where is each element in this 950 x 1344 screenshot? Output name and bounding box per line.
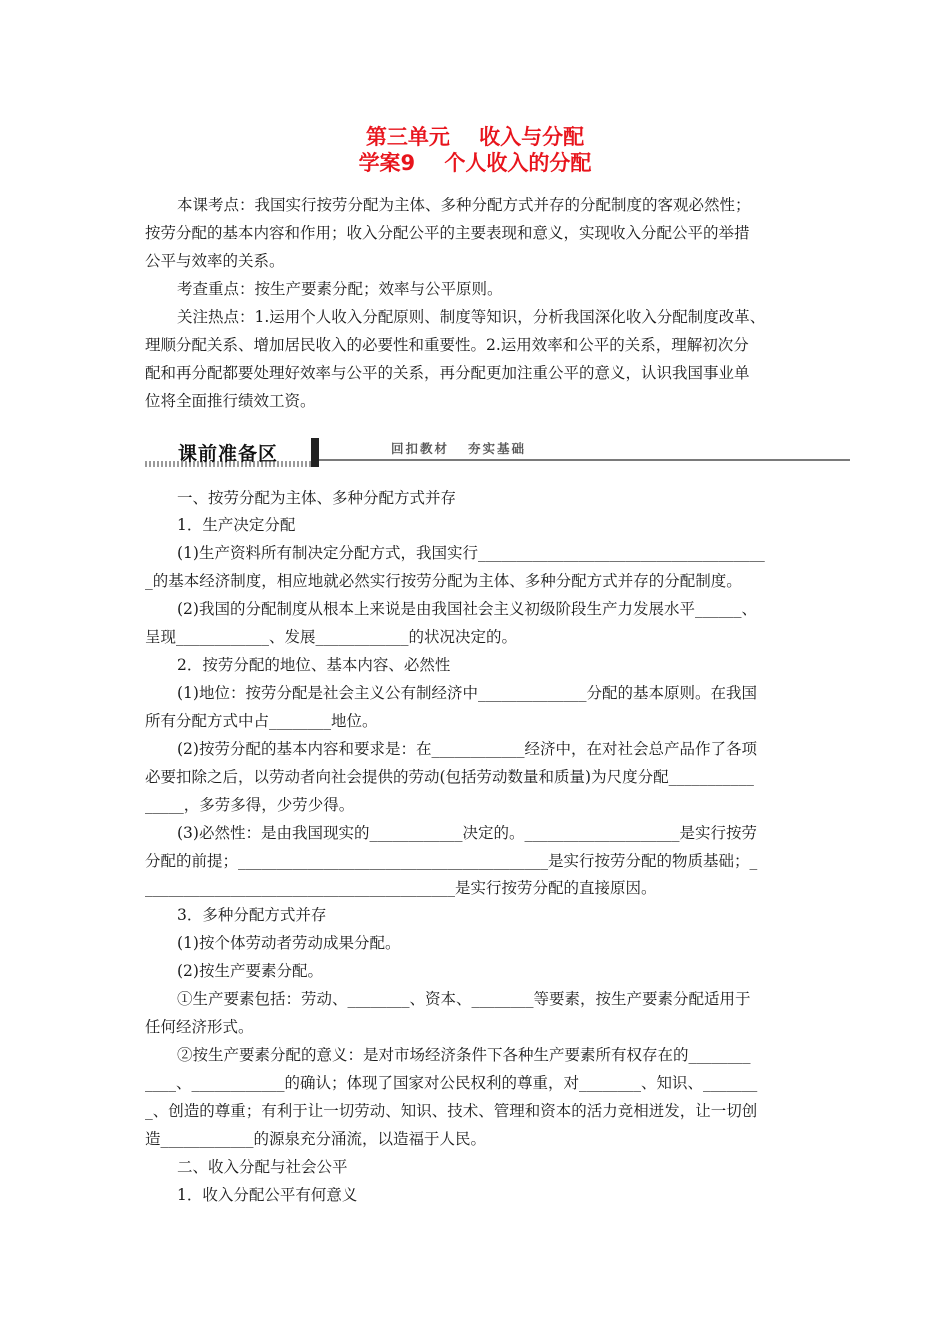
body-line: ________________________________________是实行按劳分配的直接原因。: [145, 879, 657, 897]
body-line: 造____________的源泉充分涌流，以造福于人民。: [145, 1130, 487, 1148]
intro-line: 按劳分配的基本内容和作用；收入分配公平的主要表现和意义，实现收入分配公平的举措: [145, 224, 750, 242]
heading-2: 3．多种分配方式并存: [177, 906, 327, 924]
body-line: (2)我国的分配制度从根本上来说是由我国社会主义初级阶段生产力发展水平______、: [177, 600, 757, 618]
intro-line: 考查重点：按生产要素分配；效率与公平原则。: [177, 280, 503, 298]
body-line: ②按生产要素分配的意义：是对市场经济条件下各种生产要素所有权存在的________: [177, 1046, 751, 1064]
body-line: _、创造的尊重；有利于让一切劳动、知识、技术、管理和资本的活力竞相迸发，让一切创: [145, 1102, 758, 1120]
body-line: ①生产要素包括：劳动、________、资本、________等要素，按生产要素分配适用于: [177, 990, 751, 1008]
body-line: ____、____________的确认；体现了国家对公民权利的尊重，对________、知识、_______: [145, 1074, 758, 1092]
body-line: (2)按生产要素分配。: [177, 962, 323, 980]
section-subtitle: 回扣教材 夯实基础: [391, 441, 527, 456]
section-tab: [311, 438, 319, 467]
intro-line: 配和再分配都要处理好效率与公平的关系，再分配更加注重公平的意义，认识我国事业单: [145, 364, 750, 382]
body-line: _的基本经济制度，相应地就必然实行按劳分配为主体、多种分配方式并存的分配制度。: [145, 572, 742, 590]
heading-2: 1．收入分配公平有何意义: [177, 1186, 358, 1204]
heading-1: 二、收入分配与社会公平: [177, 1158, 348, 1176]
section-rule: [319, 459, 850, 461]
body-line: _____，多劳多得，少劳少得。: [145, 796, 355, 814]
heading-2: 1．生产决定分配: [177, 516, 296, 534]
lesson-title: 学案9 个人收入的分配: [358, 151, 592, 175]
body-line: 所有分配方式中占________地位。: [145, 712, 378, 730]
heading-2: 2．按劳分配的地位、基本内容、必然性: [177, 656, 451, 674]
body-line: (3)必然性：是由我国现实的____________决定的。____________________是实行按劳: [177, 824, 757, 842]
unit-title: 第三单元 收入与分配: [365, 125, 585, 149]
body-line: 必要扣除之后，以劳动者向社会提供的劳动(包括劳动数量和质量)为尺度分配___________: [145, 768, 754, 786]
heading-1: 一、按劳分配为主体、多种分配方式并存: [177, 489, 457, 507]
body-line: (1)按个体劳动者劳动成果分配。: [177, 934, 401, 952]
intro-line: 公平与效率的关系。: [145, 252, 285, 270]
body-line: 呈现____________、发展____________的状况决定的。: [145, 628, 518, 646]
intro-line: 理顺分配关系、增加居民收入的必要性和重要性。2.运用效率和公平的关系，理解初次分: [145, 336, 749, 354]
section-label: 课前准备区: [178, 443, 279, 465]
intro-line: 关注热点：1.运用个人收入分配原则、制度等知识，分析我国深化收入分配制度改革、: [177, 308, 766, 326]
section-header: [145, 438, 850, 472]
body-line: 任何经济形式。: [145, 1018, 254, 1036]
body-line: 分配的前提；________________________________________是实行按劳分配的物质基础；_: [145, 852, 758, 870]
body-line: (1)地位：按劳分配是社会主义公有制经济中______________分配的基本原则。在我国: [177, 684, 757, 702]
body-line: (1)生产资料所有制决定分配方式，我国实行_____________________________________: [177, 544, 765, 562]
intro-line: 本课考点：我国实行按劳分配为主体、多种分配方式并存的分配制度的客观必然性；: [177, 196, 751, 214]
body-line: (2)按劳分配的基本内容和要求是：在____________经济中，在对社会总产品作了各项: [177, 740, 757, 758]
intro-line: 位将全面推行绩效工资。: [145, 392, 316, 410]
